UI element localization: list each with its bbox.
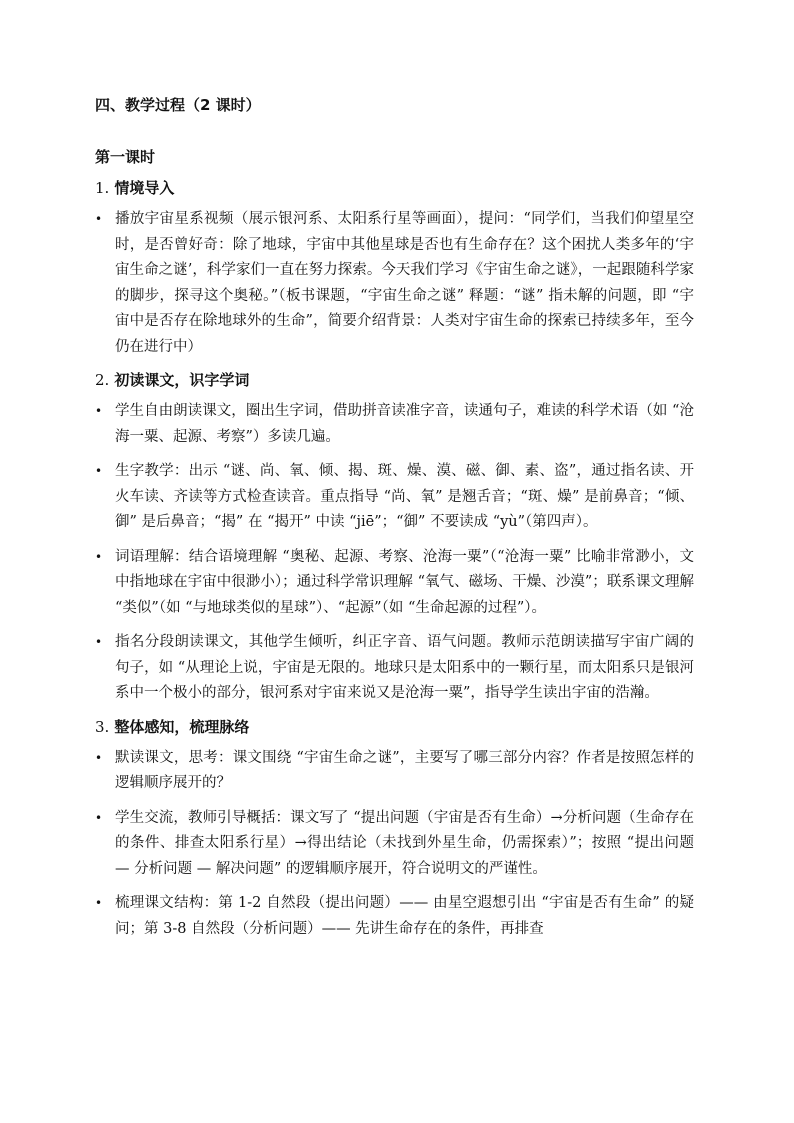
bullet-icon: • [95, 464, 103, 478]
step-number: 3. [95, 717, 110, 736]
step-heading-2 [95, 369, 694, 391]
bullet-icon: • [95, 896, 103, 910]
step-label: 整体感知，梳理脉络 [114, 717, 250, 736]
list-item [95, 746, 694, 797]
step-2-bullets [95, 399, 694, 707]
step-3-bullets [95, 746, 694, 943]
step-number: 2. [95, 371, 110, 389]
lesson-title: 第一课时 [95, 148, 156, 166]
list-item-text: 生字教学：出示 “谜、尚、氧、倾、揭、斑、燥、漠、磁、御、素、盗”，通过指名读、开火车读、齐读等方式检查读音。重点指导 “尚、氧” 是翘舌音；“斑、燥” 是前鼻音；“倾、御” 是后鼻音；“揭” 在 “揭开” 中读 “jiē”；“御” 不要读成 “yù”（第四声）。 [115, 463, 694, 530]
bullet-icon: • [95, 212, 103, 226]
list-item-text: 指名分段朗读课文，其他学生倾听，纠正字音、语气问题。教师示范朗读描写宇宙广阔的句子，如 “从理论上说，宇宙是无限的。地球只是太阳系中的一颗行星，而太阳系只是银河系中一个极小的部分，银河系对宇宙来说又是沧海一粟”，指导学生读出宇宙的浩瀚。 [115, 634, 694, 701]
list-item [95, 806, 694, 883]
list-item [95, 459, 694, 536]
step-heading-3 [95, 716, 694, 738]
list-item [95, 207, 694, 360]
list-item-text: 学生自由朗读课文，圈出生字词，借助拼音读准字音，读通句子，难读的科学术语（如 “沧海一粟、起源、考察”）多读几遍。 [115, 403, 694, 445]
step-heading-1 [95, 177, 694, 199]
bullet-icon: • [95, 549, 103, 564]
section-title: 四、教学过程（2 课时） [95, 96, 261, 114]
list-item-text: 播放宇宙星系视频（展示银河系、太阳系行星等画面），提问：“同学们，当我们仰望星空时，是否曾好奇：除了地球，宇宙中其他星球是否也有生命存在？这个困扰人类多年的‘宇宙生命之谜’，科学家们一直在努力探索。今天我们学习《宇宙生命之谜》，一起跟随科学家的脚步，探寻这个奥秘。”（板书课题，“宇宙生命之谜” 释题：“谜” 指未解的问题，即 “宇宙中是否存在除地球外的生命”，简要介绍背景：人类对宇宙生命的探索已持续多年，至今仍在进行中） [115, 211, 694, 355]
bullet-icon: • [95, 635, 103, 649]
step-label: 初读课文，识字学词 [114, 371, 250, 389]
list-item-text: 梳理课文结构：第 1-2 自然段（提出问题）—— 由星空遐想引出 “宇宙是否有生命” 的疑问；第 3-8 自然段（分析问题）—— 先讲生命存在的条件，再排查 [115, 895, 694, 937]
list-item [95, 891, 694, 942]
list-item [95, 545, 694, 622]
list-item [95, 399, 694, 450]
list-item-text: 学生交流，教师引导概括：课文写了 “提出问题（宇宙是否有生命）→分析问题（生命存在的条件、排查太阳系行星）→得出结论（未找到外星生命，仍需探索）”；按照 “提出问题 — 分析问题 — 解决问题” 的逻辑顺序展开，符合说明文的严谨性。 [115, 809, 694, 877]
step-number: 1. [95, 179, 110, 197]
bullet-icon: • [95, 404, 103, 418]
list-item [95, 630, 694, 707]
list-item-text: 默读课文，思考：课文围绕 “宇宙生命之谜”，主要写了哪三部分内容？作者是按照怎样的逻辑顺序展开的？ [115, 749, 694, 791]
list-item-text: 词语理解：结合语境理解 “奥秘、起源、考察、沧海一粟”（“沧海一粟” 比喻非常渺小，文中指地球在宇宙中很渺小）；通过科学常识理解 “氧气、磁场、干燥、沙漠”；联系课文理解 “类似”（如 “与地球类似的星球”）、“起源”（如 “生命起源的过程”）。 [115, 548, 694, 616]
bullet-icon: • [95, 750, 103, 765]
bullet-icon: • [95, 810, 103, 825]
step-label: 情境导入 [114, 179, 175, 197]
step-1-bullets [95, 207, 694, 360]
